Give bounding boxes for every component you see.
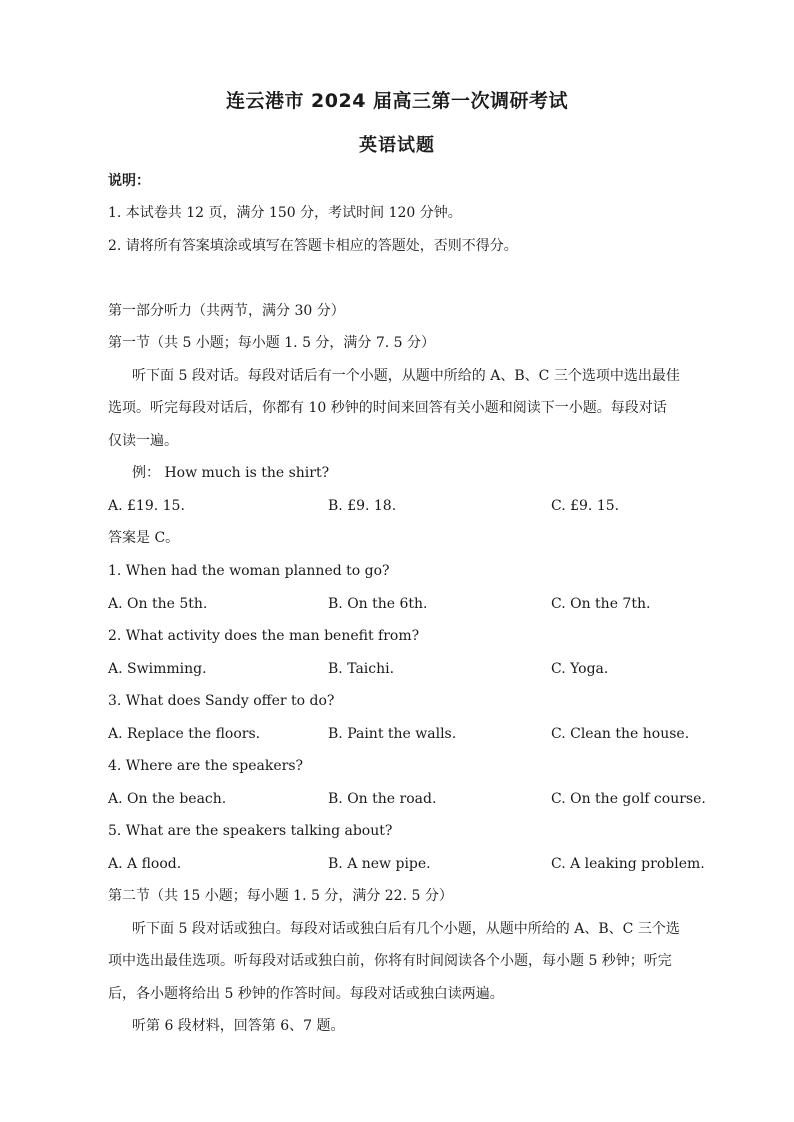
option-a: A. A flood.: [108, 856, 182, 872]
option-a: A. On the beach.: [108, 791, 227, 807]
option-b: B. On the road.: [328, 791, 437, 807]
example-option-b: B. £9. 18.: [328, 498, 397, 514]
option-c: C. Clean the house.: [551, 726, 690, 742]
instruction-item: 1. 本试卷共 12 页，满分 150 分，考试时间 120 分钟。: [108, 205, 462, 221]
example-option-c: C. £9. 15.: [551, 498, 620, 514]
section1-directions-line: 听下面 5 段对话。每段对话后有一个小题，从题中所给的 A、B、C 三个选项中选出最佳: [132, 368, 680, 384]
option-c: C. Yoga.: [551, 661, 609, 677]
section2-heading: 第二节（共 15 小题；每小题 1. 5 分，满分 22. 5 分）: [108, 888, 453, 904]
example-question: 例： How much is the shirt?: [132, 465, 330, 481]
option-b: B. A new pipe.: [328, 856, 431, 872]
instructions-heading: 说明：: [108, 173, 150, 189]
question-text: 1. When had the woman planned to go?: [108, 563, 390, 579]
option-b: B. Paint the walls.: [328, 726, 457, 742]
option-c: C. A leaking problem.: [551, 856, 705, 872]
option-a: A. Replace the floors.: [108, 726, 261, 742]
exam-title: 连云港市 2024 届高三第一次调研考试: [225, 90, 569, 112]
instruction-item: 2. 请将所有答案填涂或填写在答题卡相应的答题处，否则不得分。: [108, 238, 518, 254]
option-a: A. Swimming.: [108, 661, 207, 677]
option-c: C. On the golf course.: [551, 791, 706, 807]
section1-directions-line: 仅读一遍。: [108, 433, 178, 449]
example-answer: 答案是 C。: [108, 530, 180, 546]
material-note: 听第 6 段材料，回答第 6、7 题。: [132, 1018, 345, 1034]
exam-subtitle: 英语试题: [359, 135, 435, 156]
section1-directions-line: 选项。听完每段对话后，你都有 10 秒钟的时间来回答有关小题和阅读下一小题。每段对话: [108, 400, 667, 416]
question-text: 3. What does Sandy offer to do?: [108, 693, 335, 709]
option-b: B. Taichi.: [328, 661, 395, 677]
question-text: 2. What activity does the man benefit from?: [108, 628, 420, 644]
question-text: 4. Where are the speakers?: [108, 758, 304, 774]
example-option-a: A. £19. 15.: [108, 498, 185, 514]
section2-directions-line: 后，各小题将给出 5 秒钟的作答时间。每段对话或独白读两遍。: [108, 986, 504, 1002]
question-text: 5. What are the speakers talking about?: [108, 823, 393, 839]
option-b: B. On the 6th.: [328, 596, 428, 612]
option-a: A. On the 5th.: [108, 596, 208, 612]
section2-directions-line: 项中选出最佳选项。听每段对话或独白前，你将有时间阅读各个小题，每小题 5 秒钟；听完: [108, 953, 672, 969]
part1-heading: 第一部分听力（共两节，满分 30 分）: [108, 303, 345, 319]
section1-heading: 第一节（共 5 小题；每小题 1. 5 分，满分 7. 5 分）: [108, 335, 436, 351]
section2-directions-line: 听下面 5 段对话或独白。每段对话或独白后有几个小题，从题中所给的 A、B、C 三个选: [132, 921, 680, 937]
option-c: C. On the 7th.: [551, 596, 651, 612]
